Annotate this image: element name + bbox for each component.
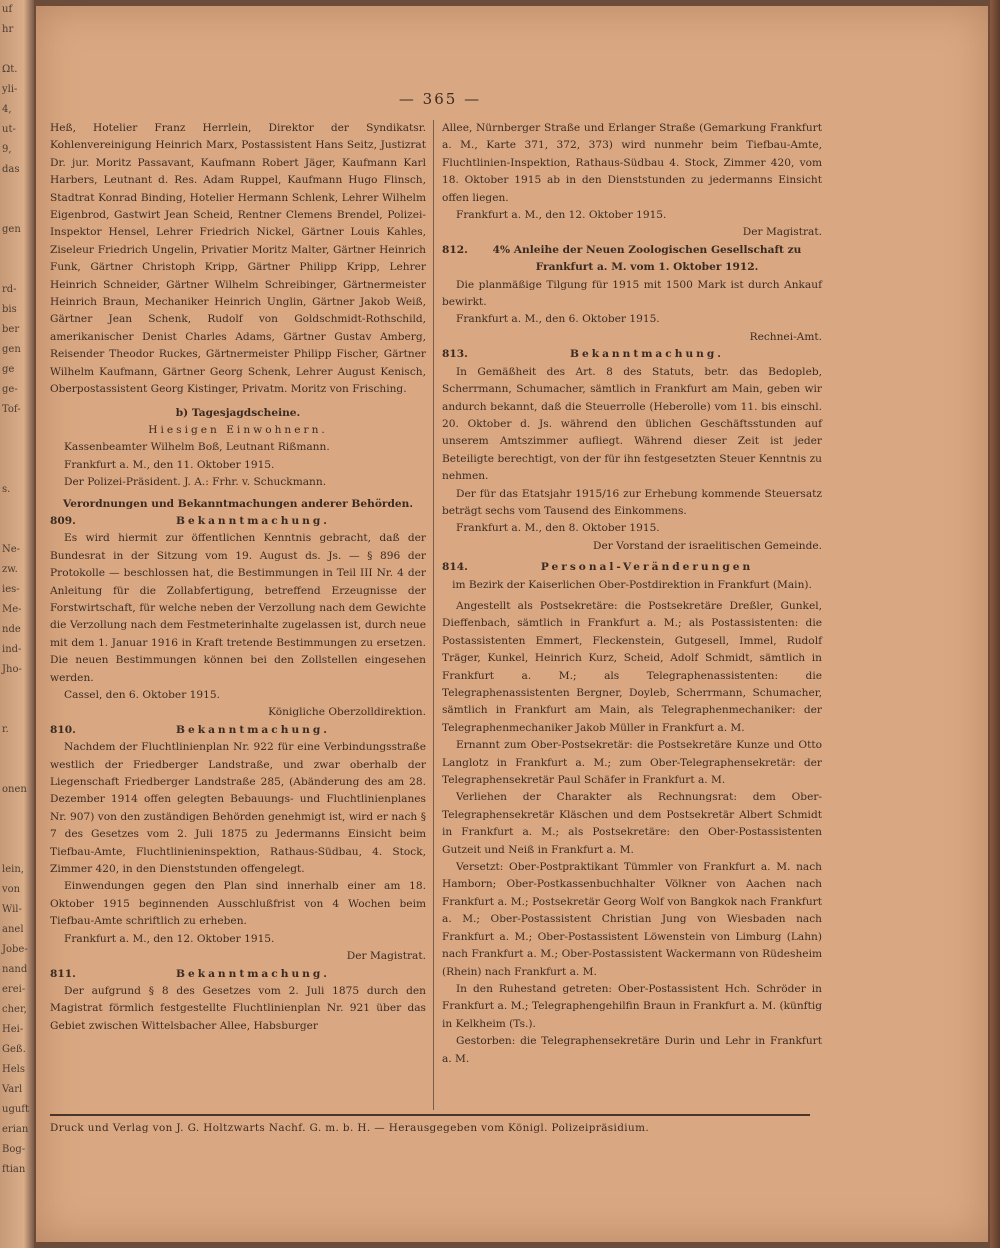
notice-809-signature: Königliche Oberzolldirektion.: [268, 706, 426, 719]
notice-811-date: Frankfurt a. M., den 12. Oktober 1915.: [456, 209, 667, 222]
notice-814-header: [442, 559, 822, 576]
notice-811-header: [50, 966, 426, 983]
prev-page-fragment: Hels: [2, 1064, 25, 1075]
notice-813-tax-rate: Der für das Etatsjahr 1915/16 zur Erhebung kommende Steuersatz beträgt sechs vom Tausend des Einkommens.: [442, 487, 822, 517]
date-line: Frankfurt a. M., den 11. Oktober 1915.: [64, 458, 275, 471]
notice-811-text: Der aufgrund § 8 des Gesetzes vom 2. Juli 1875 durch den Magistrat förmlich festgestellte Fluchtlinienplan Nr. 921 über das Gebiet zwischen Wittelsbacher Allee, Habsburger: [50, 984, 426, 1032]
prev-page-fragment: gen: [2, 224, 21, 235]
notice-title: Bekanntmachung.: [570, 348, 724, 361]
prev-page-fragment: [0, 240, 34, 260]
notice-number: 809.: [50, 514, 76, 527]
prev-page-fragment: ge: [2, 364, 15, 375]
notice-813-header: [442, 346, 822, 363]
notice-title: 4% Anleihe der Neuen Zoologischen Gesellschaft zu Frankfurt a. M. vom 1. Oktober 1912.: [492, 243, 802, 274]
notice-811-continued: Allee, Nürnberger Straße und Erlanger Straße (Gemarkung Frankfurt a. M., Karte 371, 372, 373) wird nunmehr beim Tiefbau-Amte, Fluchtlinien-Inspektion, Rathaus-Südbau 4. Stock, Zimmer 420, vom 18. Oktober 1915 ab in den Dienststunden zu jedermanns Einsicht offen liegen.: [442, 122, 822, 204]
notice-811-signature: Der Magistrat.: [742, 226, 822, 239]
notice-812-text: Die planmäßige Tilgung für 1915 mit 1500 Mark ist durch Ankauf bewirkt.: [442, 278, 822, 309]
notice-810-signature: Der Magistrat.: [346, 950, 426, 963]
prev-page-fragment: Jobe-: [2, 944, 28, 955]
prev-page-fragment: ind-: [2, 644, 22, 655]
prev-page-fragment: Hei-: [2, 1024, 24, 1035]
prev-page-fragment: [0, 520, 34, 540]
notice-814-transferred: Versetzt: Ober-Postpraktikant Tümmler von Frankfurt a. M. nach Hamborn; Ober-Postkassenbuchhalter Völkner von Aachen nach Frankfurt a. M.; Postsekretär Georg Wolf von Bangkok nach Frankfurt a. M.; Ober-Postassistent Christian Jung von Wiesbaden nach Frankfurt a. M.; Ober-Postassistent Löwenstein von Limburg (Lahn) nach Frankfurt a. M.; Ober-Postassistent Wackermann von Rüdesheim (Rhein) nach Frankfurt a. M.: [442, 861, 822, 978]
prev-page-fragment: ge-: [2, 384, 18, 395]
notice-810-objection: Einwendungen gegen den Plan sind innerhalb einer am 18. Oktober 1915 beginnenden Ausschlußfrist von 4 Wochen beim Tiefbau-Amte schriftlich zu erheben.: [50, 880, 426, 928]
notice-810-date: Frankfurt a. M., den 12. Oktober 1915.: [64, 932, 275, 945]
prev-page-fragment: onen: [2, 784, 27, 795]
license-entry: Kassenbeamter Wilhelm Boß, Leutnant Rißmann.: [64, 441, 330, 454]
notice-814-appointed: Angestellt als Postsekretäre: die Postsekretäre Dreßler, Gunkel, Dieffenbach, sämtlich in Frankfurt a. M.; als Postassistenten: die Postassistenten Emmert, Fleckenstein, Gutgesell, Immel, Rudolf Träger, Kunkel, Heinrich Kurz, Scheid, Adolf Schmidt, sämtlich in Frankfurt a. M.; als Telegraphenassistenten: die Telegraphenassistenten Bergner, Doyleb, Scherrmann, Schumacher, sämtlich in Frankfurt am Main, als Telegraphenmechaniker: der Telegraphenmechaniker Jakob Müller in Frankfurt a. M.: [442, 599, 822, 734]
notice-809-date: Cassel, den 6. Oktober 1915.: [64, 689, 220, 701]
prev-page-fragment: erian: [2, 1124, 29, 1135]
notice-title: Bekanntmachung.: [176, 967, 330, 980]
page-number: — 365 —: [398, 90, 482, 108]
book-cover-edge: [990, 0, 1000, 1248]
notice-812-header: [442, 242, 822, 277]
prev-page-fragment: [0, 680, 34, 700]
prev-page-fragment: [0, 180, 34, 200]
notice-number: 810.: [50, 723, 76, 736]
notice-813-date: Frankfurt a. M., den 8. Oktober 1915.: [456, 522, 660, 535]
subsection-heading: b) Tagesjagdscheine.: [175, 406, 301, 419]
column-divider: [433, 120, 434, 1110]
prev-page-fragment: anel: [2, 924, 24, 935]
notice-number: 814.: [442, 561, 468, 574]
prev-page-fragment: r.: [2, 724, 9, 735]
notice-813-signature: Der Vorstand der israelitischen Gemeinde.: [592, 539, 822, 552]
previous-page-edge: [0, 0, 34, 1248]
notice-number: 811.: [50, 967, 76, 980]
prev-page-fragment: [0, 40, 34, 60]
notice-814-conferred: Verliehen der Charakter als Rechnungsrat: dem Ober-Telegraphensekretär Kläschen und dem Postsekretär Albert Schmidt in Frankfurt a. M.; als Postsekretäre: den Ober-Postassistenten Gutzeit und Neiß in Frankfurt a. M.: [442, 791, 822, 856]
prev-page-fragment: [0, 440, 34, 460]
prev-page-fragment: [0, 800, 34, 820]
prev-page-fragment: [0, 260, 34, 280]
prev-page-fragment: Ωt.: [2, 64, 18, 75]
prev-page-fragment: ut-: [2, 124, 16, 135]
notice-title: Personal-Veränderungen: [540, 561, 754, 574]
section-heading: Verordnungen und Bekanntmachungen anderer Behörden.: [62, 497, 414, 510]
prev-page-fragment: 9,: [2, 144, 12, 155]
prev-page-fragment: Wil-: [2, 904, 22, 915]
prev-page-fragment: [0, 740, 34, 760]
prev-page-fragment: ber: [2, 324, 20, 335]
prev-page-fragment: Geß.: [2, 1044, 26, 1055]
left-column: [50, 120, 426, 1035]
prev-page-fragment: uguft: [2, 1104, 30, 1115]
notice-812-signature: Rechnei-Amt.: [749, 330, 822, 343]
notice-814-deceased: Gestorben: die Telegraphensekretäre Durin und Lehr in Frankfurt a. M.: [442, 1035, 822, 1065]
subsection-subheading: Hiesigen Einwohnern.: [148, 423, 328, 436]
prev-page-fragment: Ne-: [2, 544, 21, 555]
prev-page-fragment: bis: [2, 304, 17, 315]
prev-page-fragment: Jho-: [2, 664, 22, 675]
prev-page-fragment: [0, 420, 34, 440]
prev-page-fragment: Bog-: [2, 1144, 26, 1155]
prev-page-fragment: Tof-: [2, 404, 21, 415]
prev-page-fragment: cher,: [2, 1004, 27, 1015]
prev-page-fragment: von: [2, 884, 21, 895]
prev-page-fragment: Varl: [2, 1084, 23, 1095]
notice-814-retired: In den Ruhestand getreten: Ober-Postassistent Hch. Schröder in Frankfurt a. M.; Telegraphengehilfin Braun in Frankfurt a. M. (künftig in Kelkheim (Ts.).: [442, 982, 822, 1030]
notice-813-text: In Gemäßheit des Art. 8 des Statuts, betr. das Bedopleb, Scherrmann, Schumacher, sämtlich in Frankfurt am Main, geben wir andurch bekannt, daß die Steuerrolle (Heberolle) vom 11. bis einschl. 20. Oktober d. Js. während den üblichen Geschäftsstunden auf unserem Amtszimmer aufliegt. Während dieser Zeit ist jeder Beteiligte berechtigt, von der für ihn festgesetzten Steuer Kenntnis zu nehmen.: [442, 365, 822, 483]
prev-page-fragment: [0, 820, 34, 840]
prev-page-fragment: [0, 700, 34, 720]
prev-page-fragment: s.: [2, 484, 11, 495]
prev-page-fragment: ftian: [2, 1164, 26, 1175]
prev-page-fragment: [0, 500, 34, 520]
signature-line: Der Polizei-Präsident. J. A.: Frhr. v. Schuckmann.: [64, 476, 327, 489]
notice-812-date: Frankfurt a. M., den 6. Oktober 1915.: [456, 313, 660, 326]
notice-814-subtitle: im Bezirk der Kaiserlichen Ober-Postdirektion in Frankfurt (Main).: [452, 578, 812, 591]
notice-809-text: Es wird hiermit zur öffentlichen Kenntnis gebracht, daß der Bundesrat in der Sitzung vom 19. August ds. Js. — § 896 der Protokolle — beschlossen hat, die Bestimmungen in Teil III Nr. 4 der Anleitung für die Zollabfertigung, betreffend Erzeugnisse der Forstwirtschaft, für welche neben der Verzollung nach dem Gewichte die Verzollung nach dem Festmeterinhalte zugelassen ist, durch neue mit dem 1. Januar 1916 in Kraft tretende Bestimmungen zu ersetzen. Die neuen Bestimmungen können bei den Zollstellen eingesehen werden.: [50, 532, 426, 684]
prev-page-fragment: hr: [2, 24, 14, 35]
notice-title: Bekanntmachung.: [176, 514, 330, 527]
prev-page-fragment: 4,: [2, 104, 12, 115]
prev-page-fragment: ies-: [2, 584, 20, 595]
prev-page-fragment: [0, 840, 34, 860]
prev-page-fragment: [0, 760, 34, 780]
prev-page-fragment: rd-: [2, 284, 17, 295]
right-column: [442, 120, 822, 1068]
prev-page-fragment: lein,: [2, 864, 24, 875]
prev-page-fragment: nde: [2, 624, 21, 635]
prev-page-fragment: das: [2, 164, 20, 175]
prev-page-fragment: gen: [2, 344, 21, 355]
prev-page-fragment: nand: [2, 964, 28, 975]
notice-810-text: Nachdem der Fluchtlinienplan Nr. 922 für eine Verbindungsstraße westlich der Friedberger Landstraße, und zwar oberhalb der Liegenschaft Friedberger Landstraße 285, (Abänderung des am 28. Dezember 1914 offen gelegten Bebauungs- und Fluchtlinienplanes Nr. 907) von den zuständigen Behörden genehmigt ist, wird er nach § 7 des Gesetzes vom 2. Juli 1875 zu Jedermanns Einsicht beim Tiefbau-Amte, Fluchtlinieninspektion, Rathaus-Südbau, 4. Stock, Zimmer 420, in den Dienststunden offengelegt.: [50, 741, 426, 876]
prev-page-fragment: [0, 460, 34, 480]
prev-page-fragment: zw.: [2, 564, 18, 575]
hunting-license-list: Heß, Hotelier Franz Herrlein, Direktor der Syndikatsr. Kohlenvereinigung Heinrich Marx, Postassistent Hans Seitz, Justizrat Dr. jur. Moritz Passavant, Kaufmann Robert Jäger, Kaufmann Karl Harbers, Leutnant d. Res. Adam Ruppel, Kaufmann Hugo Flinsch, Stadtrat Konrad Binding, Hotelier Hermann Schlenk, Lehrer Wilhelm Eigenbrod, Gastwirt Jean Scheid, Rentner Clemens Brendel, Polizei-Inspektor Hensel, Lehrer Friedrich Nickel, Gärtner Louis Kahles, Ziseleur Friedrich Ungelin, Privatier Moritz Malter, Gärtner Heinrich Funk, Gärtner Christoph Kripp, Gärtner Philipp Kripp, Lehrer Heinrich Schneider, Gärtner Wilhelm Schreibinger, Gärtnermeister Heinrich Braun, Mechaniker Heinrich Unglin, Gärtner Jakob Weiß, Gärtner Jean Schenk, Rudolf von Goldschmidt-Rothschild, amerikanischer Denist Charles Adams, Gärtner Gustav Amberg, Reisender Theodor Ruckes, Gärtnermeister Philipp Fischer, Gärtner Wilhelm Kaufmann, Gärtner Georg Schenk, Lehrer August Kenisch, Oberpostassistent Georg Kistinger, Privatm. Moritz von Frisching.: [50, 122, 426, 396]
prev-page-fragment: [0, 200, 34, 220]
notice-number: 813.: [442, 348, 468, 361]
prev-page-fragment: erei-: [2, 984, 26, 995]
prev-page-fragment: Me-: [2, 604, 22, 615]
prev-page-fragment: yli-: [2, 84, 18, 95]
notice-810-header: [50, 722, 426, 739]
notice-title: Bekanntmachung.: [176, 723, 330, 736]
imprint-footer: Druck und Verlag von J. G. Holtzwarts Nachf. G. m. b. H. — Herausgegeben vom Königl. Polizeipräsidium.: [50, 1122, 650, 1134]
notice-809-header: [50, 513, 426, 530]
notice-number: 812.: [442, 243, 468, 256]
prev-page-fragment: uf: [2, 4, 13, 15]
notice-814-named: Ernannt zum Ober-Postsekretär: die Postsekretäre Kunze und Otto Langlotz in Frankfurt a. M.; zum Ober-Telegraphensekretär: der Telegraphensekretär Paul Schäfer in Frankfurt a. M.: [442, 739, 822, 787]
footer-rule: [50, 1114, 810, 1116]
